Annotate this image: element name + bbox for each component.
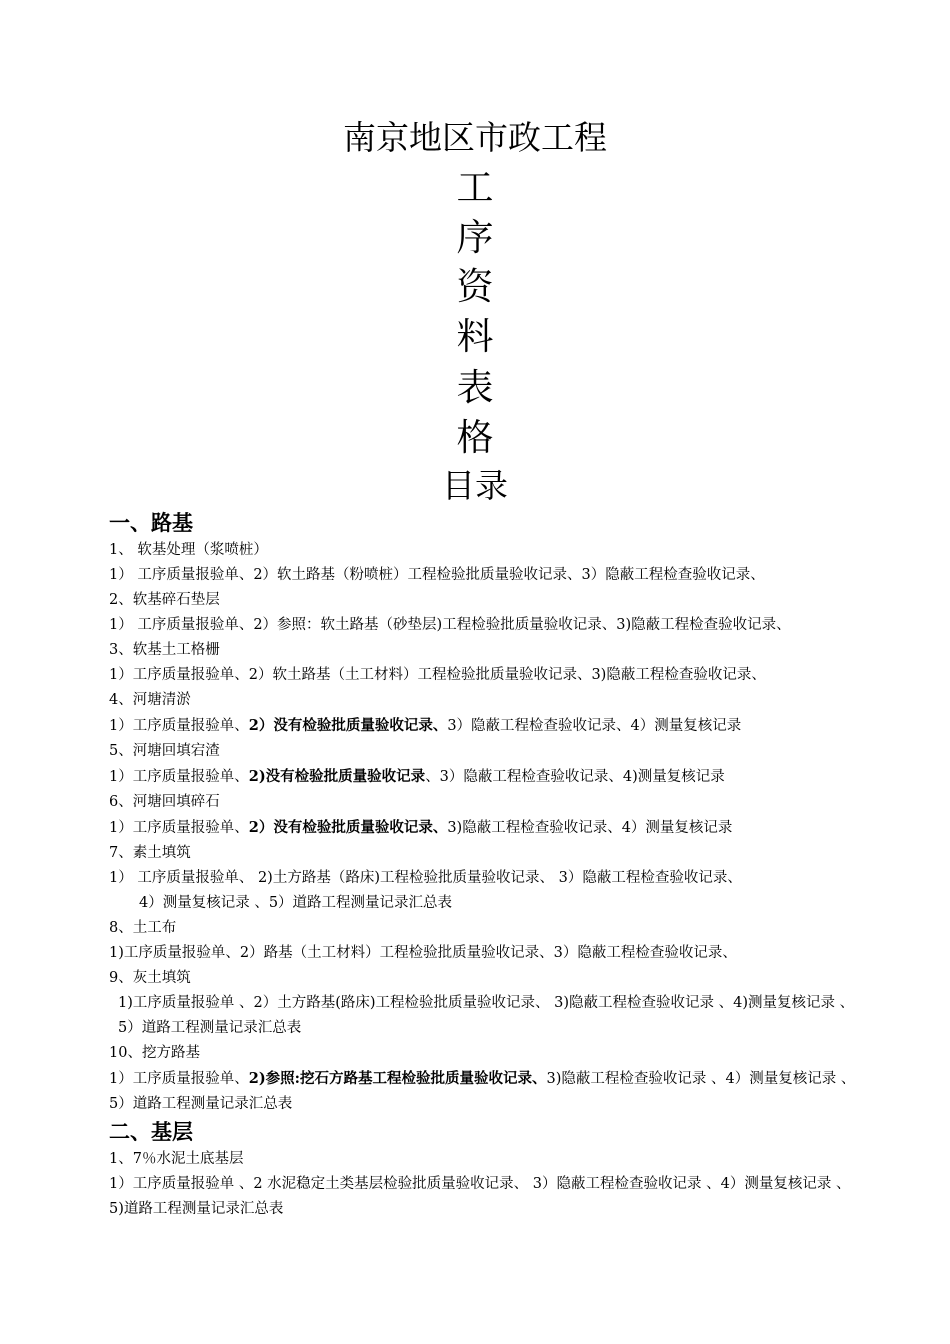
- table-of-contents: [109, 508, 861, 1222]
- toc-detail: 1）工序质量报验单、2）软土路基（土工材料）工程检验批质量验收记录、3)隐蔽工程检查验收记录、: [109, 667, 766, 683]
- section-heading: 一、路基: [109, 511, 193, 535]
- toc-item: 1、 软基处理（浆喷桩）: [109, 542, 268, 558]
- vertical-title-char: 格: [456, 416, 494, 459]
- vertical-title-char: 工: [456, 166, 494, 209]
- toc-detail: 1）工序质量报验单、2）没有检验批质量验收记录、3)隐蔽工程检查验收记录、4）测量复核记录: [109, 819, 733, 836]
- toc-item: 2、软基碎石垫层: [109, 592, 220, 608]
- emphasis-text: 2）没有检验批质量验收记录、: [248, 717, 448, 734]
- toc-item: 9、灰土填筑: [109, 970, 191, 986]
- emphasis-text: 2）没有检验批质量验收记录、: [248, 819, 448, 836]
- toc-title: 目录: [442, 466, 508, 505]
- toc-detail: 1） 工序质量报验单、2）软土路基（粉喷桩）工程检验批质量验收记录、3）隐蔽工程检查验收记录、: [109, 567, 765, 583]
- toc-item: 5、河塘回填宕渣: [109, 743, 220, 759]
- toc-item: 10、挖方路基: [109, 1045, 200, 1061]
- vertical-title-char: 序: [456, 216, 494, 259]
- vertical-title-char: 资: [456, 265, 494, 308]
- toc-item: 3、软基土工格栅: [109, 642, 220, 658]
- vertical-title-char: 料: [456, 315, 494, 358]
- toc-detail: 1)工序质量报验单、2）路基（土工材料）工程检验批质量验收记录、3）隐蔽工程检查验收记录、: [109, 945, 737, 961]
- toc-detail: 1)工序质量报验单 、2）土方路基(路床)工程检验批质量验收记录、 3)隐蔽工程检查验收记录 、4)测量复核记录 、5）道路工程测量记录汇总表: [118, 995, 855, 1036]
- toc-detail-continued: 4）测量复核记录 、5）道路工程测量记录汇总表: [139, 895, 453, 911]
- vertical-title-char: 表: [456, 366, 494, 409]
- document-title: 南京地区市政工程: [343, 118, 607, 157]
- emphasis-text: 2)参照:挖石方路基工程检验批质量验收记录、: [248, 1070, 547, 1087]
- toc-item: 7、素土填筑: [109, 845, 191, 861]
- toc-item: 6、河塘回填碎石: [109, 794, 220, 810]
- emphasis-text: 2)没有检验批质量验收记录: [248, 768, 426, 785]
- toc-item: 8、土工布: [109, 920, 177, 936]
- toc-detail: 1）工序质量报验单 、2 水泥稳定土类基层检验批质量验收记录、 3）隐蔽工程检查验收记录 、4）测量复核记录 、5)道路工程测量记录汇总表: [109, 1176, 851, 1217]
- toc-detail: 1）工序质量报验单、2)参照:挖石方路基工程检验批质量验收记录、3)隐蔽工程检查验收记录 、4）测量复核记录 、5）道路工程测量记录汇总表: [109, 1070, 856, 1112]
- toc-item: 1、7％水泥土底基层: [109, 1151, 244, 1167]
- section-heading: 二、基层: [109, 1120, 193, 1144]
- toc-detail: 1）工序质量报验单、2)没有检验批质量验收记录、3）隐蔽工程检查验收记录、4)测量复核记录: [109, 768, 725, 785]
- toc-detail: 1） 工序质量报验单、 2)土方路基（路床)工程检验批质量验收记录、 3）隐蔽工程检查验收记录、: [109, 870, 742, 886]
- toc-detail: 1）工序质量报验单、2）没有检验批质量验收记录、3）隐蔽工程检查验收记录、4）测量复核记录: [109, 717, 742, 734]
- toc-detail: 1） 工序质量报验单、2）参照：软土路基（砂垫层)工程检验批质量验收记录、3)隐蔽工程检查验收记录、: [109, 617, 791, 633]
- toc-item: 4、河塘清淤: [109, 692, 191, 708]
